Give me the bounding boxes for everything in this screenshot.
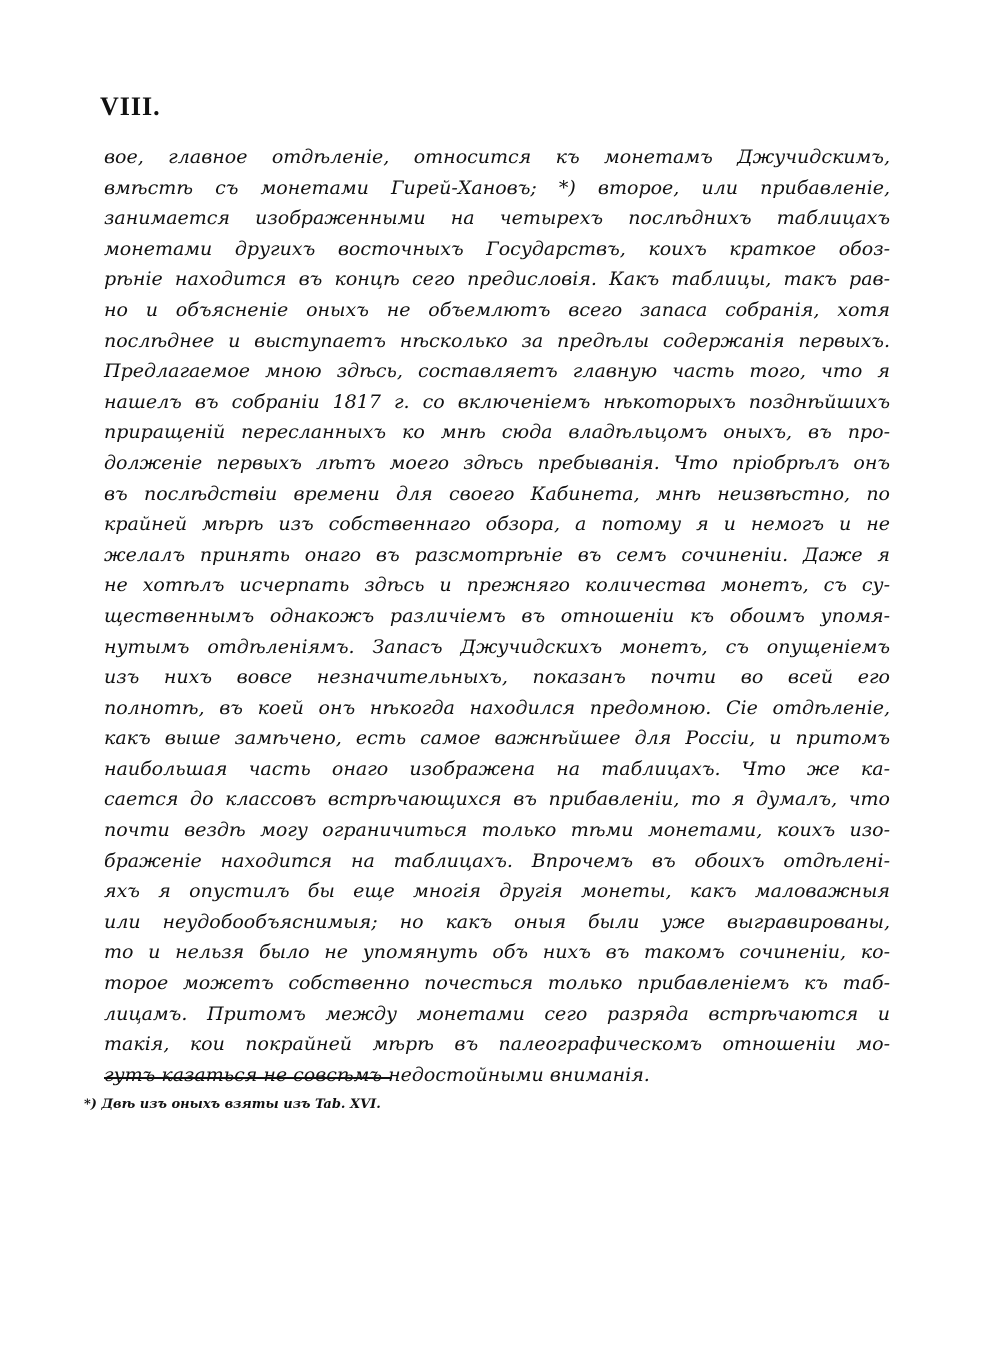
text-line: занимается изображенными на четырехъ послѣднихъ таблицахъ bbox=[104, 207, 890, 230]
text-line: монетами другихъ восточныхъ Государствъ, коихъ краткое обоз- bbox=[104, 237, 890, 260]
text-line-last: гутъ казаться не совсѣмъ недостойными вниманія. bbox=[104, 1063, 650, 1086]
text-line: не хотѣлъ исчерпать здѣсь и прежняго количества монетъ, съ су- bbox=[104, 574, 890, 597]
text-line: то и нельзя было не упомянуть объ нихъ въ такомъ сочиненіи, ко- bbox=[104, 941, 890, 964]
text-line: торое можетъ собственно почесться только прибавленіемъ къ таб- bbox=[104, 972, 890, 995]
text-line: послѣднее и выступаетъ нѣсколько за предѣлы содержанія первыхъ. bbox=[104, 329, 890, 352]
text-line: щественнымъ однакожъ различіемъ въ отношеніи къ обоимъ упомя- bbox=[104, 604, 890, 627]
text-line: яхъ я опустилъ бы еще многія другія монеты, какъ маловажныя bbox=[104, 880, 890, 903]
text-line: но и объясненіе оныхъ не объемлютъ всего запаса собранія, хотя bbox=[104, 298, 890, 321]
text-line: крайней мѣрѣ изъ собственнаго обзора, а потому я и немогъ и не bbox=[104, 513, 890, 536]
text-line: нашелъ въ собраніи 1817 г. со включеніемъ нѣкоторыхъ позднѣйшихъ bbox=[104, 390, 890, 413]
text-line: наибольшая часть онаго изображена на таблицахъ. Что же ка- bbox=[104, 757, 890, 780]
text-line: браженіе находится на таблицахъ. Впрочемъ въ обоихъ отдѣлені- bbox=[104, 849, 890, 872]
text-line: рѣніе находится въ концѣ сего предисловія. Какъ таблицы, такъ рав- bbox=[104, 268, 890, 291]
text-line: лицамъ. Притомъ между монетами сего разряда встрѣчаются и bbox=[104, 1002, 890, 1025]
text-line: долженіе первыхъ лѣтъ моего здѣсь пребыванія. Что пріобрѣлъ онъ bbox=[104, 451, 890, 474]
text-line: такія, кои покрайней мѣрѣ въ палеографическомъ отношеніи мо- bbox=[104, 1033, 890, 1056]
text-line: почти вездѣ могу ограничиться только тѣми монетами, коихъ изо- bbox=[104, 819, 890, 842]
text-line: вое, главное отдѣленіе, относится къ монетамъ Джучидскимъ, bbox=[104, 146, 890, 168]
text-line: въ послѣдствіи времени для своего Кабинета, мнѣ неизвѣстно, по bbox=[104, 482, 890, 505]
footnote: *) Двѣ изъ оныхъ взяты изъ Tab. XVI. bbox=[84, 1097, 381, 1112]
text-line: сается до классовъ встрѣчающихся въ прибавленіи, то я думалъ, что bbox=[104, 788, 890, 811]
text-line: или неудобообъяснимыя; но какъ оныя были уже выгравированы, bbox=[104, 910, 890, 933]
footnote-rule bbox=[104, 1077, 392, 1079]
text-line: какъ выше замѣчено, есть самое важнѣйшее для Россіи, и притомъ bbox=[104, 727, 890, 750]
text-line: изъ нихъ вовсе незначительныхъ, показанъ почти во всей его bbox=[104, 666, 890, 689]
text-line: вмѣстѣ съ монетами Гирей-Хановъ; *) второе, или прибавленіе, bbox=[104, 176, 890, 199]
text-line: желалъ принять онаго въ разсмотрѣніе въ семъ сочиненіи. Даже я bbox=[104, 543, 890, 566]
text-line: приращеній пересланныхъ ко мнѣ сюда владѣльцомъ оныхъ, въ про- bbox=[104, 421, 890, 444]
text-line: полнотѣ, въ коей онъ нѣкогда находился предомною. Сіе отдѣленіе, bbox=[104, 696, 890, 719]
main-text bbox=[104, 142, 890, 1090]
page-number: VIII. bbox=[100, 92, 161, 121]
text-line: Предлагаемое мною здѣсь, составляетъ главную часть того, что я bbox=[104, 360, 890, 383]
text-line: нутымъ отдѣленіямъ. Запасъ Джучидскихъ монетъ, съ опущеніемъ bbox=[104, 635, 890, 658]
